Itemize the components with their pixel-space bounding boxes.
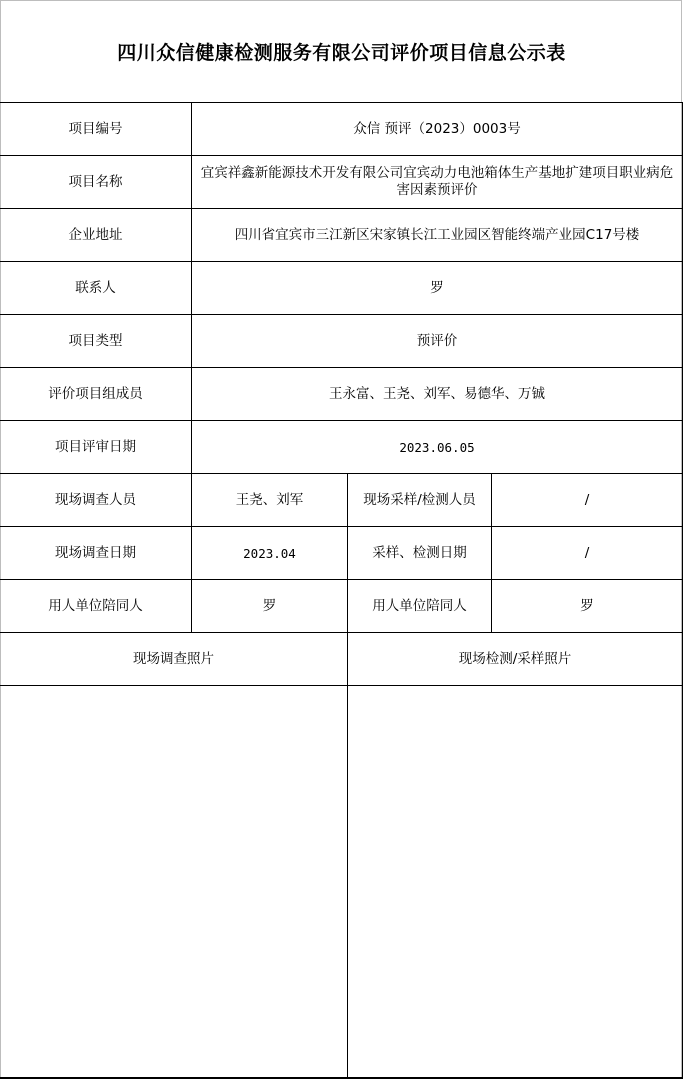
value-team-members: 王永富、王尧、刘军、易德华、万铖 <box>192 368 683 421</box>
value-employer-escort-2: 罗 <box>492 580 683 633</box>
value-review-date: 2023.06.05 <box>192 421 683 474</box>
value-project-type: 预评价 <box>192 315 683 368</box>
label-sampling-date: 采样、检测日期 <box>348 527 492 580</box>
label-address: 企业地址 <box>0 209 192 262</box>
label-team-members: 评价项目组成员 <box>0 368 192 421</box>
value-survey-staff: 王尧、刘军 <box>192 474 348 527</box>
value-sampling-staff: / <box>492 474 683 527</box>
value-contact: 罗 <box>192 262 683 315</box>
label-project-name: 项目名称 <box>0 156 192 209</box>
value-project-name: 宜宾祥鑫新能源技术开发有限公司宜宾动力电池箱体生产基地扩建项目职业病危害因素预评价 <box>192 156 683 209</box>
value-address: 四川省宜宾市三江新区宋家镇长江工业园区智能终端产业园C17号楼 <box>192 209 683 262</box>
label-review-date: 项目评审日期 <box>0 421 192 474</box>
value-sampling-date: / <box>492 527 683 580</box>
page-title: 四川众信健康检测服务有限公司评价项目信息公示表 <box>117 42 566 64</box>
label-project-type: 项目类型 <box>0 315 192 368</box>
survey-photos-area <box>0 686 348 1078</box>
label-employer-escort-1: 用人单位陪同人 <box>0 580 192 633</box>
label-survey-staff: 现场调查人员 <box>0 474 192 527</box>
label-contact: 联系人 <box>0 262 192 315</box>
value-project-number: 众信 预评（2023）0003号 <box>192 103 683 156</box>
label-survey-date: 现场调查日期 <box>0 527 192 580</box>
value-employer-escort-1: 罗 <box>192 580 348 633</box>
label-project-number: 项目编号 <box>0 103 192 156</box>
label-sampling-staff: 现场采样/检测人员 <box>348 474 492 527</box>
sampling-photos-area <box>348 686 683 1078</box>
label-employer-escort-2: 用人单位陪同人 <box>348 580 492 633</box>
survey-photos-header: 现场调查照片 <box>0 633 348 686</box>
sampling-photos-header: 现场检测/采样照片 <box>348 633 683 686</box>
value-survey-date: 2023.04 <box>192 527 348 580</box>
